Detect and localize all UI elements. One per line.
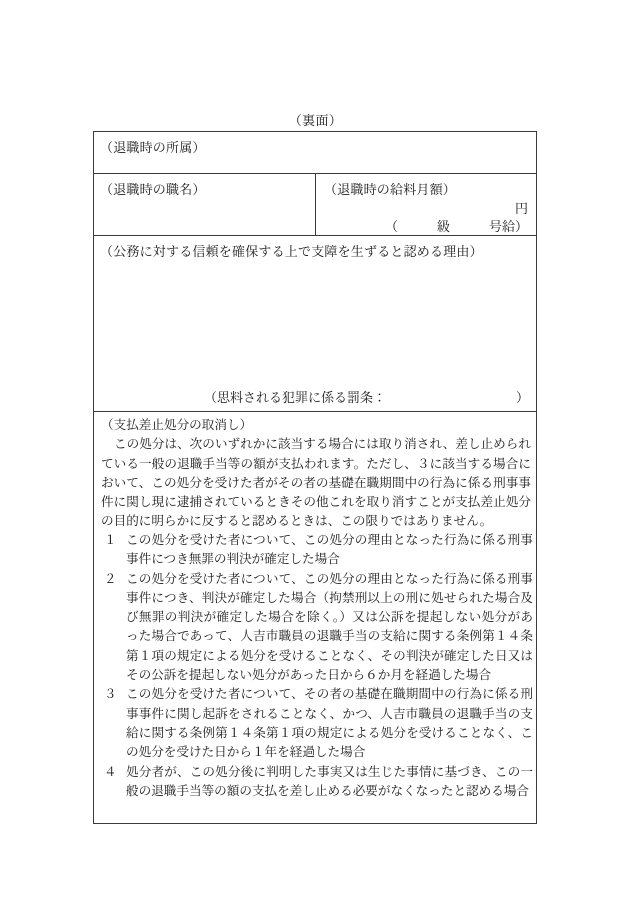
clause-text: この処分を受けた者について、その者の基礎在職期間中の行為に係る刑事事件に関し起訴をされることなく、かつ、人吉市職員の退職手当の支給に関する条例第１４条第１項の規定による処分を受けることなく、この処分を受けた日から１年を経過した場合 [126,687,533,760]
reason-label: （公務に対する信頼を確保する上で支障を生ずると認める理由） [100,244,483,259]
row-job-title-and-salary [94,174,536,236]
row-reason [94,236,536,412]
row-affiliation [94,132,536,174]
clause-item [101,570,533,686]
clause-item [101,763,533,802]
clause-text: 処分者が、この処分後に判明した事実又は生じた事情に基づき、この一般の退職手当等の額の支払を差し止める必要がなくなったと認める場合 [126,764,533,798]
cancellation-lead-paragraph: この処分は、次のいずれかに該当する場合には取り消され、差し止められている一般の退職手当等の額が支払われます。ただし、３に該当する場合において、この処分を受けた者がその者の基礎在職期間中の行為に係る刑事事件に関し現に逮捕されているときその他これを取り消すことが支払差止処分の目的に明らかに反すると認めるときは、この限りではありません。 [101,437,532,529]
clause-number: １ [104,533,117,547]
penal-provision-close-paren: ） [515,390,529,405]
cell-job-title [94,174,316,235]
salary-currency-unit: 円 [514,201,528,216]
clause-text: この処分を受けた者について、この処分の理由となった行為に係る刑事事件につき無罪の判決が確定した場合 [126,533,533,567]
penal-provision-label: （思料される犯罪に係る罰条： [204,390,387,405]
clause-item [101,685,533,762]
sheet-side-label: （裏面） [288,113,343,128]
form-table [93,131,537,824]
job-title-label: （退職時の職名） [100,182,206,197]
clause-number: ２ [104,571,117,586]
salary-grade-step-line[interactable]: （ 級 号給） [384,219,528,234]
penal-provision-line [100,388,529,407]
clause-text: この処分を受けた者について、この処分の理由となった行為に係る刑事事件につき、判決が確定した場合（拘禁刑以上の刑に処せられた場合及び無罪の判決が確定した場合を除く。）又は公訴を提起しない処分があった場合であって、人吉市職員の退職手当の支給に関する条例第１４条第１項の規定による処分を受けることなく、その判決が確定した日又はその公訴を提起しない処分があった日から６か月を経過した場合 [126,571,533,683]
clause-number: ４ [104,764,117,779]
cancellation-clause-list [101,531,533,801]
clause-number: ３ [104,687,117,702]
cancellation-heading: （支払差止処分の取消し） [101,418,253,432]
affiliation-label: （退職時の所属） [100,140,206,155]
row-cancellation-notice [94,412,536,823]
salary-label: （退職時の給料月額） [324,182,457,197]
cell-salary [316,174,536,235]
clause-item [101,531,533,570]
